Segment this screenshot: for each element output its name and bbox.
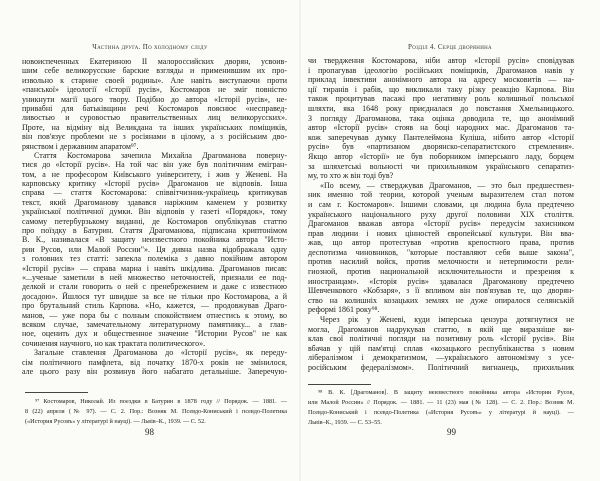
text-line: з головних тез статті: запекла полеміка з давно покійним автором xyxy=(22,254,287,264)
text-line: гиозной, против национальной исключительности и презрения к xyxy=(308,267,574,277)
footnote-line: Львів–К., 1939. — С. 53–55. xyxy=(308,419,382,426)
text-line: українського національного руху другої половини XIX століття. xyxy=(308,209,574,219)
text-line: реформі 1861 року⁹⁸. xyxy=(308,305,380,315)
text-line: лібералізмом і демократизмом, —українського автономізму з усе- xyxy=(308,353,574,363)
text-line: шляхти, яка 1648 року приєдналася до повстання Хмельницького. xyxy=(308,103,574,113)
page-number: 98 xyxy=(145,427,154,437)
text-line: шим себе великорусские барские взгляды и применившим их про- xyxy=(22,66,287,76)
text-line: клав свої політичні погляди на позитивну роль «Історії русів». Він xyxy=(308,334,574,344)
text-line: делкой и стали говорить о ней с пренебрежением и даже с известною xyxy=(22,282,287,292)
text-line: української політичної думки. Він відповів у газеті «Порядок», тому xyxy=(22,207,287,217)
text-line: жав, що автор протестував «против крепостного права, против xyxy=(308,238,574,248)
text-line: тися до «Історії русів». На той час він уже був політичним емігран- xyxy=(22,160,287,170)
text-line: могла, Драгоманов надрукував статтю, в якій ще виразніше ви- xyxy=(308,324,574,334)
text-line: том, а не професором Київського університету, і жив у Женеві. На xyxy=(22,169,287,179)
running-head: Частина друга. По холодному сліду xyxy=(92,43,208,51)
text-line: про поїздку в Батурин. Стаття Драгоманова, підписана криптонімом xyxy=(22,226,287,236)
text-line: и сам г. Костомаров». Іншими словами, ця людина була предтечею xyxy=(308,199,574,209)
footnote-line: ⁹⁸ В. К. [Драгоманов]. В защиту неизвестного покойника автора «Истории Русов, xyxy=(318,389,574,396)
text-line: «панської» ідеології «Історії русів», Костомаров не зміг повністю xyxy=(22,85,287,95)
text-line: ник именно той теории, которой ученым выразителем стал потом xyxy=(308,190,574,200)
footnote-divider xyxy=(25,392,88,393)
text-line: приклад інвективи анонімного автора на адресу московитів — на- xyxy=(308,75,574,85)
text-line: Загальне ставлення Драгоманова до «Історії русів», як переду- xyxy=(34,348,287,358)
text-line: З погляду Драгоманова, така оцінка доводила те, що анонімний xyxy=(308,113,574,123)
text-line: «По всему, — стверджував Драгоманов, — это был предшествен- xyxy=(320,180,574,190)
text-line: кож заперечував думку Пантелеймона Куліша, нібито автор «Історії xyxy=(308,132,574,142)
text-line: текст, який Драгоманову здавався наріжним каменем у розвитку xyxy=(22,197,287,207)
footnote-line: Псевдо-Кониський і псевдо-Полетика («История Русовъ» у літературі й науці). — xyxy=(308,409,574,416)
text-line: Драгоманов вважав автора «Історії русів» передусім захисником xyxy=(308,219,574,229)
text-line: ції тиранів і рабів, що викликали таку різку реакцію Карпова. Він xyxy=(308,84,574,94)
text-line: «Історії русів» — справа марна і навіть шкідлива. Драгоманов писав: xyxy=(22,263,287,273)
text-line: привабні для батьківщини речі Костомаров пояснює «несправед- xyxy=(22,103,287,113)
footnote-line: или Малой России» // Порядок. — 1881. — 11 (23) мая (№ 128). — С. 2. Пор.: Возняк М. xyxy=(308,399,574,406)
text-line: чи твердження Костомарова, ніби автор «Історії русів» сповідував xyxy=(308,56,574,65)
text-line: самому петербурзькому виданні, де Костомаров опублікував статтю xyxy=(22,216,287,226)
text-line: «...ученые заметили в ней множество неточностей, признали ее под- xyxy=(22,272,287,282)
text-line: за шляхетські вольності чи прихильником українського сепаратиз- xyxy=(308,161,574,171)
text-line: новоиспеченных Екатериною II малороссийских дворян, усвоив- xyxy=(22,57,287,66)
text-line: против насилий войск, против мелочности и нетерпимости рели- xyxy=(308,257,574,267)
text-line: Проте, на відміну від Великдана та інших українських поміщиків, xyxy=(22,122,287,132)
footnote-line: («История Русовъ» у літературі й науці). — Львів–К., 1939. — С. 52. xyxy=(25,418,206,425)
text-line: досадою». Йшлося тут швидше за все не тільки про Костомарова, а й xyxy=(22,291,287,301)
footnote-line: 8 (22) апреля (№ 97). — С. 2. Пор.: Возняк М. Псевдо-Кониський і псевдо-Полетика xyxy=(25,408,287,415)
text-line: сім політичного памфлета, від початку 1870-х років не змінилося, xyxy=(22,357,287,367)
footnote-line: ⁹⁷ Костомаров, Николай. Из поездки в Батурин в 1878 году // Порядок. — 1881. — xyxy=(35,398,287,405)
text-line: В. К., називалася «В защиту неизвестного покойника автора "Исто- xyxy=(22,235,287,245)
running-head: Розділ 4. Серце дворянина xyxy=(408,43,492,51)
text-line: Шевченкового «Кобзаря», з її впливом він пов'язував те, що дворян- xyxy=(308,286,574,296)
text-line: деспотизма чиновников, "которые поставляют себя выше закона", xyxy=(308,247,574,257)
body-text xyxy=(22,57,287,376)
text-line: російським федералізмом». Політичний вигнанець, прихильник xyxy=(308,363,574,372)
text-line: вбачав у цій пам'ятці сплав «козацького республіканства з новим xyxy=(308,343,574,353)
text-line: русів» був «партизаном дворянско-сепаратистского стремления». xyxy=(308,142,574,152)
body-text xyxy=(308,56,574,373)
footnote-divider xyxy=(308,384,371,385)
text-line: ство на колишніх козацьких землях не дуже опиралося селянській xyxy=(308,295,574,305)
text-line: сочинения научного, но как трактата политического». xyxy=(22,338,206,348)
text-line: му, то хто ж він тоді був? xyxy=(308,171,394,181)
text-line: прав людини і нових цінностей європейської культури. Він вва- xyxy=(308,228,574,238)
text-line: також процитував пасажі про негативну роль колишньої польської xyxy=(308,94,574,104)
text-line: ливостью и суровостью правительственных лиц великорусских». xyxy=(22,113,287,123)
footnote xyxy=(308,388,574,428)
text-line: извольно к старине своей родины». Але навіть виступаючи проти xyxy=(22,75,287,85)
text-line: рии Русов, или Малой России"». Ця дивна назва відображала одну xyxy=(22,244,287,254)
text-line: карповську критику «Історії русів» Драгоманов не відповів. Інша xyxy=(22,179,287,189)
text-line: манов, — уже пора бы с полным спокойствием отнестись к этому, во xyxy=(22,310,287,320)
text-line: він пов'язує проблеми не з росіянами в цілому, а з російським дво- xyxy=(22,132,287,142)
footnote xyxy=(25,397,287,427)
text-line: Стаття Костомарова зачепила Михайла Драгоманова поверну- xyxy=(34,150,287,160)
text-line: иностранцам». «Історія русів» здавалася Драгоманову предтечею xyxy=(308,276,574,286)
text-line: Через рік у Женеві, куди імперська цензура дотягнутися не xyxy=(320,315,574,325)
text-line: справа — стаття Костомарова: співвітчизник-українець критикував xyxy=(22,188,287,198)
text-line: рянством і державним апаратом⁹⁷. xyxy=(22,141,139,151)
text-line: автор «Історії русів» стояв на боці народних мас. Драгоманов та- xyxy=(308,123,574,133)
text-line: але цього разу він розвинув його набагато детальніше. Заперечую- xyxy=(22,366,287,376)
text-line: і пропагував ідеологію російських поміщиків, Драгоманов навів у xyxy=(308,65,574,75)
text-line: Якщо автор «Історії» не був поборником імперського ладу, борцем xyxy=(308,151,574,161)
text-line: всяком случае, замечательному литературному памятнику... а глав- xyxy=(22,319,287,329)
right-page xyxy=(300,0,600,481)
text-line: про брутальний стиль Карпова. «Но, кажется, — продовжував Драго- xyxy=(22,301,287,311)
page-number: 99 xyxy=(447,427,456,437)
text-line: ное, оценить дух и общественное значение "Истории Русов" не как xyxy=(22,329,287,339)
text-line: уникнути магії цього твору. Подібно до автора «Історії русів», не- xyxy=(22,94,287,104)
